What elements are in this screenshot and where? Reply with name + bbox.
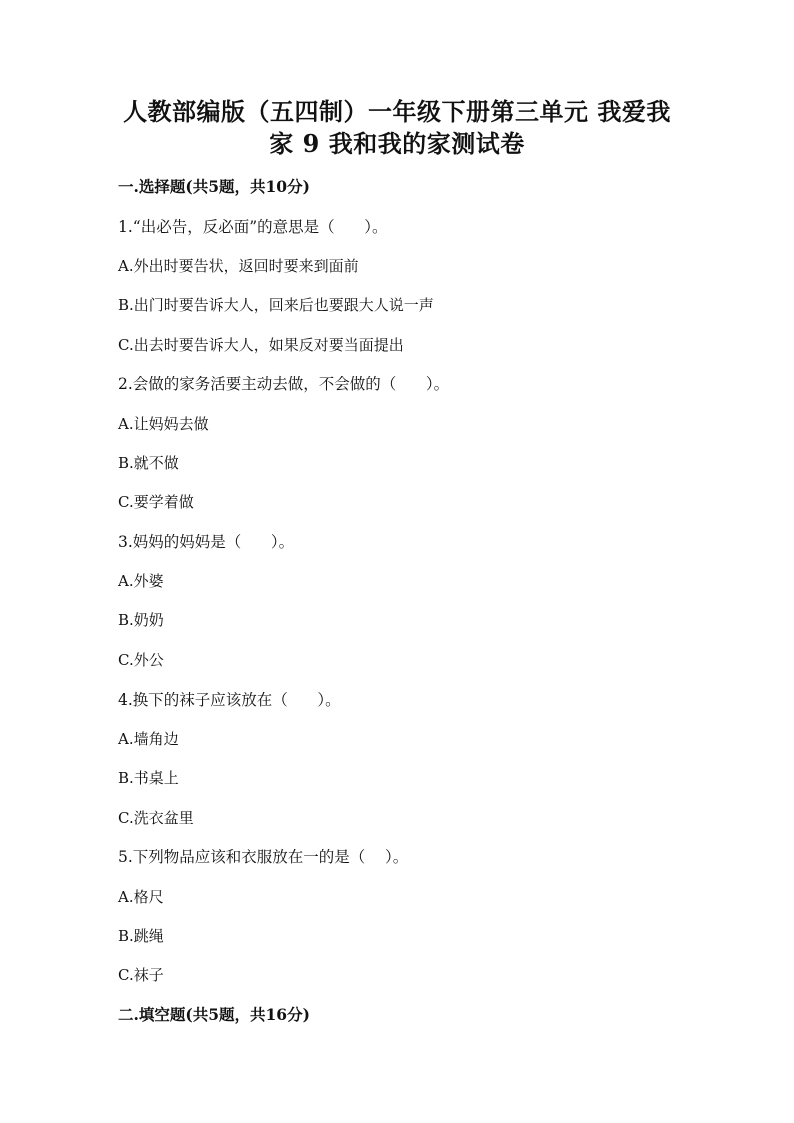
question-5-option-b: B.跳绳 — [118, 927, 164, 945]
question-5-option-a: A.格尺 — [118, 888, 164, 906]
question-2-option-c: C.要学着做 — [118, 493, 194, 511]
question-4-option-c: C.洗衣盆里 — [118, 809, 194, 827]
question-5-stem: 5.下列物品应该和衣服放在一的是（ ）。 — [118, 848, 409, 866]
question-5-option-c: C.袜子 — [118, 966, 164, 984]
question-3-option-c: C.外公 — [118, 651, 164, 669]
exam-title-line-2: 家 9 我和我的家测试卷 — [269, 129, 525, 158]
question-3-option-a: A.外婆 — [118, 572, 164, 590]
section-heading-fill-in: 二.填空题(共5题，共16分) — [118, 1005, 310, 1024]
question-3-option-b: B.奶奶 — [118, 611, 164, 629]
question-4-stem: 4.换下的袜子应该放在（ ）。 — [118, 691, 341, 709]
section-heading-choice: 一.选择题(共5题，共10分) — [118, 177, 310, 196]
question-1-option-b: B.出门时要告诉大人，回来后也要跟大人说一声 — [118, 296, 434, 314]
question-3-stem: 3.妈妈的妈妈是（ ）。 — [118, 533, 295, 551]
question-1-option-a: A.外出时要告状，返回时要来到面前 — [118, 257, 359, 275]
question-2-option-b: B.就不做 — [118, 454, 179, 472]
question-4-option-a: A.墙角边 — [118, 730, 179, 748]
question-2-stem: 2.会做的家务活要主动去做，不会做的（ ）。 — [118, 375, 450, 393]
question-4-option-b: B.书桌上 — [118, 769, 179, 787]
question-2-option-a: A.让妈妈去做 — [118, 415, 209, 433]
question-1-stem: 1.“出必告，反必面”的意思是（ ）。 — [118, 218, 388, 236]
exam-title-line-1: 人教部编版（五四制）一年级下册第三单元 我爱我 — [123, 97, 671, 126]
question-1-option-c: C.出去时要告诉大人，如果反对要当面提出 — [118, 336, 404, 354]
